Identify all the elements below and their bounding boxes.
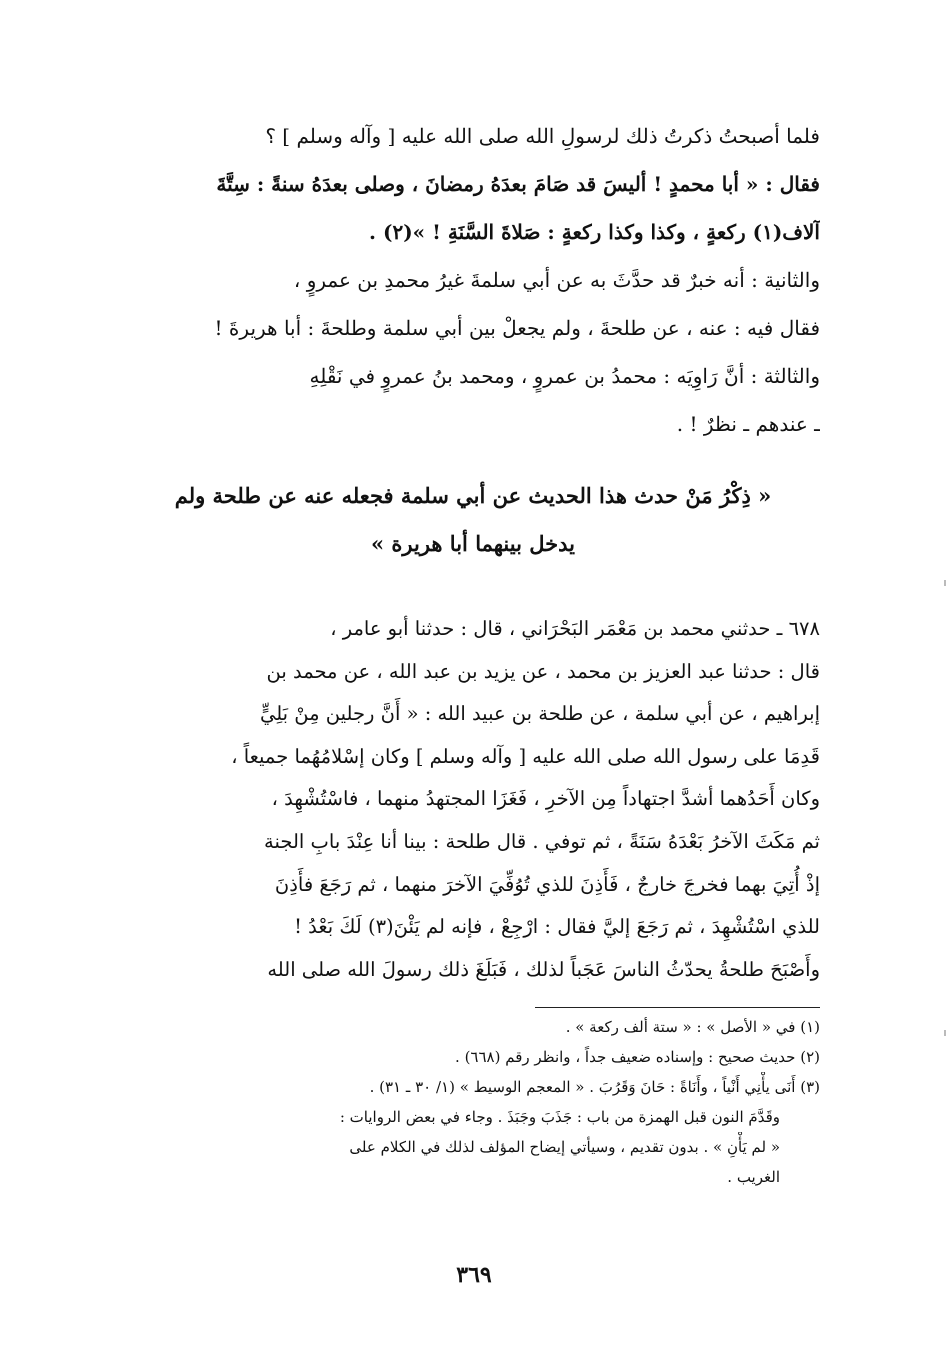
hadith-paragraph — [126, 608, 820, 991]
text-line: فلما أصبحتُ ذكرتُ ذلك لرسولِ الله صلى الله عليه [ وآله وسلم ] ؟ — [265, 124, 820, 148]
text-line: فقال : « أبا محمدٍ ! أليسَ قد صَامَ بعدَهُ رمضانَ ، وصلى بعدَهُ سنةً : سِتَّةَ — [216, 172, 820, 196]
footnote-line: (١) في « الأصل » : « ستة ألف ركعة » . — [565, 1018, 820, 1036]
scan-edge-mark — [944, 1030, 946, 1036]
text-line: إبراهيم ، عن أبي سلمة ، عن طلحة بن عبيد الله : « أَنَّ رجلين مِنْ بَلِيٍّ — [259, 702, 820, 726]
text-line: قَدِمَا على رسول الله صلى الله عليه [ وآله وسلم ] وكان إسْلامُهُما جميعاً ، — [231, 744, 820, 768]
text-line: ـ عندهم ـ نظرٌ ! . — [676, 412, 820, 436]
text-line: فقال فيه : عنه ، عن طلحةَ ، ولم يجعلْ بين أبي سلمة وطلحةَ : أبا هريرةَ ! — [214, 316, 820, 340]
text-line: والثانية : أنه خبرٌ قد حدَّثَ به عن أبي سلمةَ غيرُ محمدِ بن عمروٍ ، — [293, 268, 820, 292]
footnote-line: (٣) أَنَى يأْنِي أَنْياً ، وأَنَاةً : حَانَ وَقَرُبَ . « المعجم الوسيط » (١/ ٣٠ ـ ٣١) . — [369, 1078, 820, 1096]
footnote-line: « لم يَأْنِ » . بدون تقديم ، وسيأتي إيضاح المؤلف لذلك في الكلام على — [349, 1138, 780, 1156]
heading-line: « ذِكْرُ مَنْ حدث هذا الحديث عن أبي سلمة فجعله عنه عن طلحة ولم — [174, 483, 772, 508]
section-heading — [126, 472, 820, 568]
text-line: قال : حدثنا عبد العزيز بن محمد ، عن يزيد بن عبد الله ، عن محمد بن — [266, 659, 820, 683]
intro-paragraph — [126, 112, 820, 448]
footnote-line: الغريب . — [727, 1168, 780, 1186]
footnotes — [126, 1012, 820, 1192]
text-line: والثالثة : أنَّ رَاوِيَه : محمدُ بن عمروٍ ، ومحمد بنُ عمروٍ في نَقْلِهِ — [309, 364, 820, 388]
text-line: آلاف(١) ركعةٍ ، وكذا وكذا ركعةٍ : صَلاةَ السَّنَةِ ! »(٢) . — [369, 220, 820, 244]
page-number: ٣٦٩ — [456, 1262, 492, 1288]
text-line: وكان أَحَدُهما أشدَّ اجتهاداً مِن الآخرِ ، فَغَزَا المجتهدُ منهما ، فاسْتُشْهِدَ ، — [271, 787, 820, 811]
footnote-line: وقَدَّمَ النون قبل الهمزة من باب : جَذَبَ وجَبَذَ . وجاء في بعض الروايات : — [339, 1108, 780, 1126]
text-line: للذي اسْتُشْهِدَ ، ثم رَجَعَ إليَّ فقال : ارْجِعْ ، فإنه لم يَئْنَ(٣) لَكَ بَعْدُ ! — [294, 915, 820, 939]
scan-edge-mark — [944, 580, 946, 586]
heading-line: يدخل بينهما أبا هريرة » — [370, 531, 576, 556]
footnote-line: (٢) حديث صحيح : وإسناده ضعيف جداً ، وانظر رقم (٦٦٨) . — [455, 1048, 820, 1066]
text-line: إذْ أُتِيَ بهما فخرجَ خارجٌ ، فَأَذِنَ للذي تُوُفِّيَ الآخرَ منهما ، ثم رَجَعَ فأَذِنَ — [274, 872, 820, 896]
text-line: وأَصْبَحَ طلحةُ يحدّثُ الناسَ عَجَباً لذلك ، فَبَلَغَ ذلك رسولَ الله صلى الله — [267, 957, 820, 981]
footnote-separator — [535, 1007, 820, 1008]
text-line: ثم مَكَثَ الآخرُ بَعْدَهُ سَنَةً ، ثم توفي . قال طلحة : بينا أنا عِنْدَ بابِ الجنة — [264, 829, 820, 853]
text-line: ٦٧٨ ـ حدثني محمد بن مَعْمَر البَحْرَاني ، قال : حدثنا أبو عامر ، — [330, 617, 820, 640]
